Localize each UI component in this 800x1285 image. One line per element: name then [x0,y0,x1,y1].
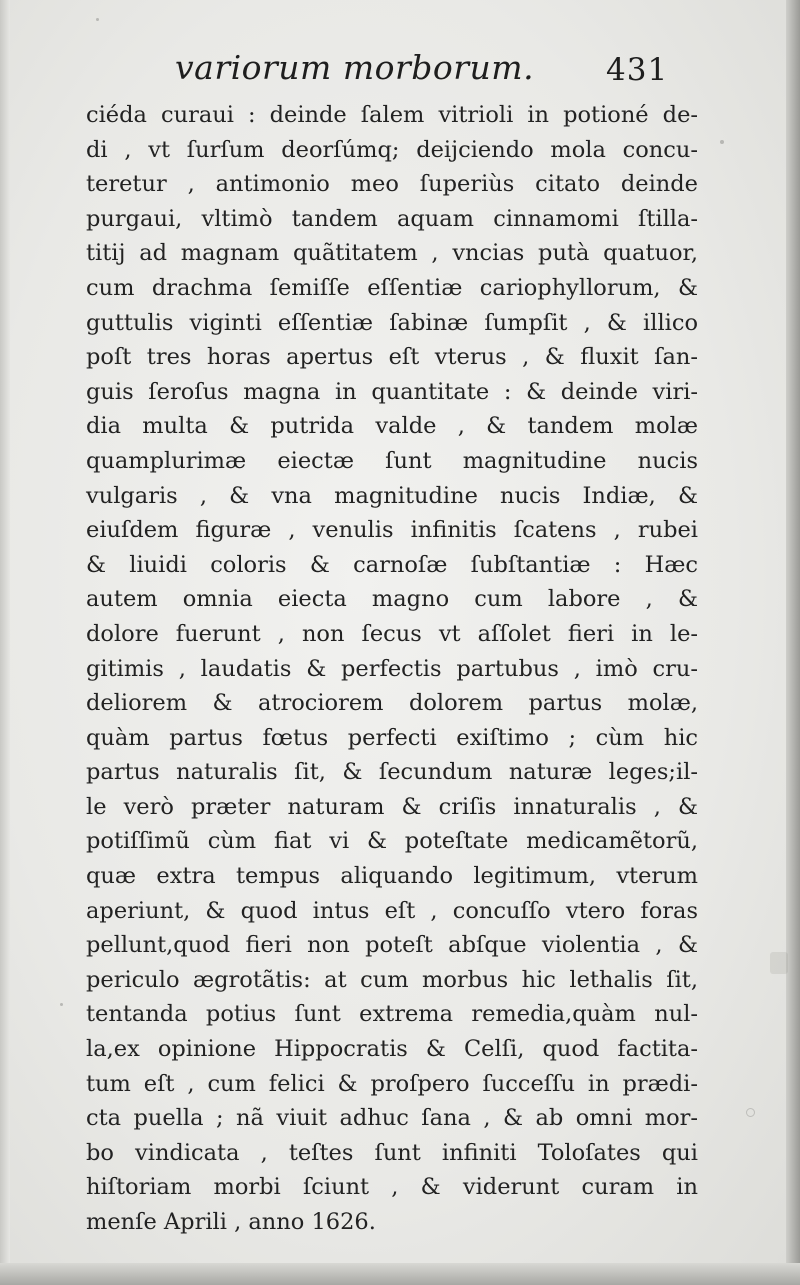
text-line: bo vindicata , teſtes ſunt infiniti Toloſates qui [86,1139,698,1166]
text-line-last: menſe Aprili , anno 1626. [86,1209,376,1235]
text-line: gitimis , laudatis & perfectis partubus , imò cru- [86,655,698,682]
paper-speck [770,952,788,974]
text-line: quæ extra tempus aliquando legitimum, vterum [86,863,698,890]
running-title: variorum morborum. [175,48,535,87]
text-line: ciéda curaui : deinde ſalem vitrioli in potioné de- [86,102,698,128]
text-line: pellunt,quod fieri non poteſt abſque violentia , & [86,932,698,959]
text-line: cta puella ; nã viuit adhuc ſana , & ab omni mor- [86,1105,698,1132]
text-line: poſt tres horas apertus eſt vterus , & fluxit ſan- [86,344,698,371]
text-line: dia multa & putrida valde , & tandem molæ [86,413,698,440]
paper-speck [96,18,99,21]
text-line: partus naturalis ſit, & ſecundum naturæ leges;il- [86,759,698,786]
text-line: periculo ægrotãtis: at cum morbus hic lethalis ſit, [86,966,698,993]
text-line: potiſſimũ cùm fiat vi & poteſtate medicamẽtorũ, [86,828,698,855]
text-line: teretur , antimonio meo ſuperiùs citato deinde [86,171,698,198]
text-line: vulgaris , & vna magnitudine nucis Indiæ, & [86,482,698,509]
page-bottom-shadow [0,1263,800,1285]
text-line: di , vt ſurſum deorſúmq; deijciendo mola concu- [86,136,698,163]
text-line: aperiunt, & quod intus eſt , concuſſo vtero foras [86,897,698,924]
text-line: titij ad magnam quãtitatem , vncias putà quatuor, [86,240,698,267]
text-line: tentanda potius ſunt extrema remedia,quàm nul- [86,1001,698,1028]
page-right-shadow [786,0,800,1285]
text-line: la,ex opinione Hippocratis & Celſi, quod factita- [86,1036,698,1063]
text-line: autem omnia eiecta magno cum labore , & [86,586,698,613]
text-line: tum eſt , cum felici & proſpero ſucceſſu in prædi- [86,1070,698,1097]
text-line: & liuidi coloris & carnoſæ ſubſtantiæ : Hæc [86,551,698,578]
paper-speck [720,140,724,144]
text-line: quamplurimæ eiectæ ſunt magnitudine nucis [86,447,698,474]
text-line: purgaui, vltimò tandem aquam cinnamomi ſtilla- [86,205,698,232]
text-line: hiſtoriam morbi ſciunt , & viderunt curam in [86,1174,698,1201]
text-line: quàm partus fœtus perfecti exiſtimo ; cùm hic [86,724,698,751]
text-line: le verò præter naturam & criſis innaturalis , & [86,793,698,820]
text-line: cum drachma ſemiſſe eſſentiæ cariophyllorum, & [86,274,698,301]
paper-speck [60,1003,63,1006]
text-line: dolore fuerunt , non ſecus vt aſſolet fieri in le- [86,620,698,647]
page-number: 431 [606,52,669,88]
text-line: guttulis viginti eſſentiæ ſabinæ ſumpſit , & illico [86,309,698,336]
page-left-shadow [0,0,10,1285]
text-line: eiuſdem figuræ , venulis infinitis ſcatens , rubei [86,517,698,544]
text-line: deliorem & atrociorem dolorem partus molæ, [86,690,698,717]
body-text [86,98,698,1240]
running-head [0,46,800,96]
text-line: guis ſeroſus magna in quantitate : & deinde viri- [86,378,698,405]
paper-speck [746,1108,755,1117]
